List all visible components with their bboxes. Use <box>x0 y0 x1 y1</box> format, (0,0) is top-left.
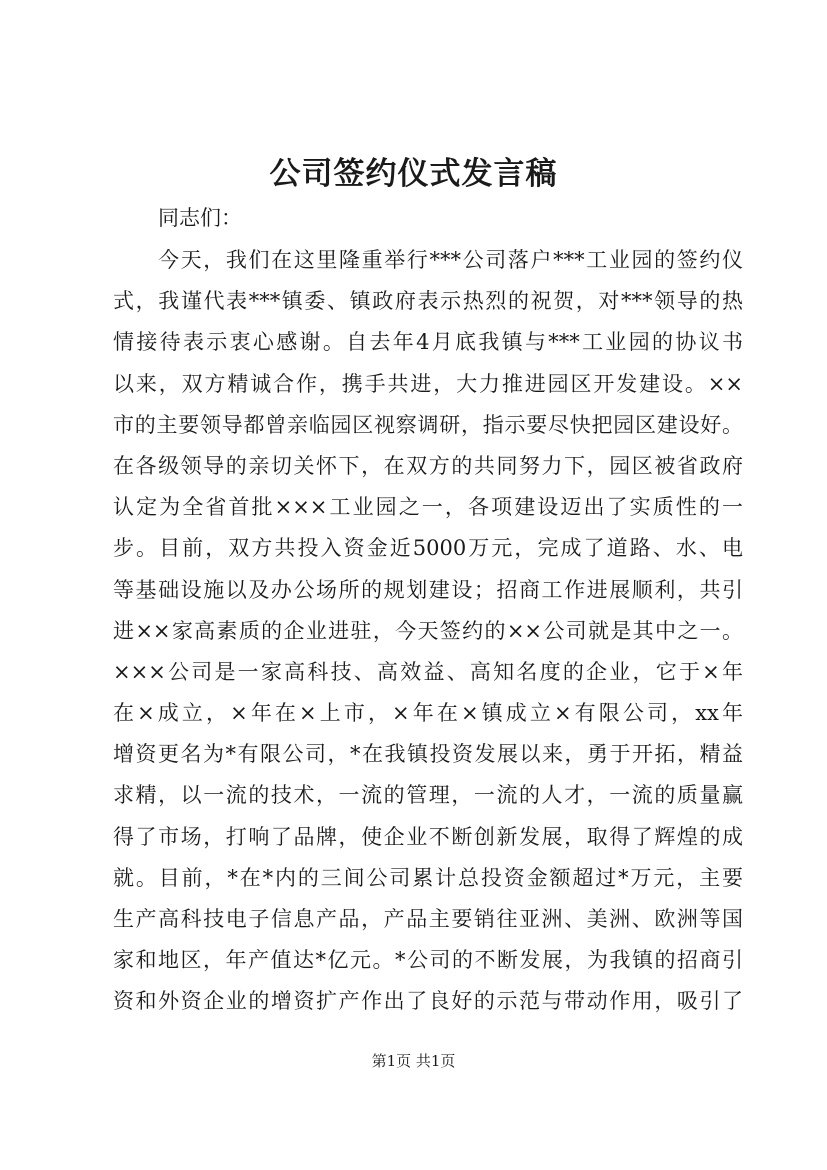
document-body <box>113 240 743 1023</box>
body-line: 在×成立，×年在×上市，×年在×镇成立×有限公司，xx年 <box>113 701 743 726</box>
body-line: ×××公司是一家高科技、高效益、高知名度的企业，它于×年 <box>113 659 743 684</box>
body-line: 得了市场，打响了品牌，使企业不断创新发展，取得了辉煌的成 <box>113 824 743 849</box>
body-line: 市的主要领导都曾亲临园区视察调研，指示要尽快把园区建设好。 <box>113 412 743 437</box>
body-line: 等基础设施以及办公场所的规划建设；招商工作进展顺利，共引 <box>113 577 743 602</box>
greeting: 同志们： <box>158 206 242 230</box>
body-line: 增资更名为*有限公司，*在我镇投资发展以来，勇于开拓，精益 <box>113 742 743 767</box>
body-line: 式，我谨代表***镇委、镇政府表示热烈的祝贺，对***领导的热 <box>113 289 743 314</box>
body-line: 以来，双方精诚合作，携手共进，大力推进园区开发建设。×× <box>113 371 743 396</box>
body-line: 在各级领导的亲切关怀下，在双方的共同努力下，园区被省政府 <box>113 453 743 478</box>
body-line: 资和外资企业的增资扩产作出了良好的示范与带动作用，吸引了 <box>113 989 743 1014</box>
document-title: 公司签约仪式发言稿 <box>269 156 558 192</box>
body-line: 家和地区，年产值达*亿元。*公司的不断发展，为我镇的招商引 <box>113 948 743 973</box>
body-line: 就。目前，*在*内的三间公司累计总投资金额超过*万元，主要 <box>113 865 743 890</box>
body-line: 步。目前，双方共投入资金近5000万元，完成了道路、水、电 <box>113 536 743 561</box>
page-footer: 第1页 共1页 <box>371 1052 456 1070</box>
body-line: 进××家高素质的企业进驻，今天签约的××公司就是其中之一。 <box>113 618 743 643</box>
body-line: 情接待表示衷心感谢。自去年4月底我镇与***工业园的协议书 <box>113 330 743 355</box>
body-line: 生产高科技电子信息产品，产品主要销往亚洲、美洲、欧洲等国 <box>113 907 743 931</box>
body-line: 今天，我们在这里隆重举行***公司落户***工业园的签约仪 <box>158 248 743 272</box>
body-line: 求精，以一流的技术，一流的管理，一流的人才，一流的质量赢 <box>113 783 743 808</box>
body-line: 认定为全省首批×××工业园之一，各项建设迈出了实质性的一 <box>113 495 743 520</box>
